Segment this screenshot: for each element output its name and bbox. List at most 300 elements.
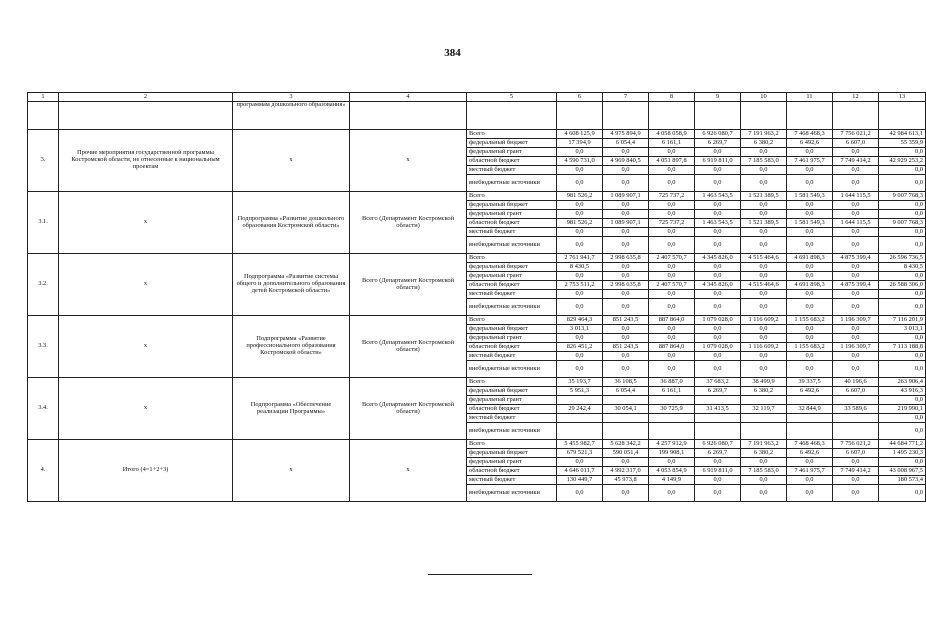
source-label-regional: областной бюджет [467,405,557,414]
value-cell: 17 394,9 [557,139,603,148]
value-cell: 7 461 975,7 [787,467,833,476]
row-number-cell: 3. [28,130,59,192]
value-cell: 4 969 840,5 [603,157,649,166]
value-cell: 6 054,4 [603,139,649,148]
row-name-cell: х [59,192,233,254]
value-cell: 0,0 [833,299,879,316]
value-cell: 4 058 058,9 [649,130,695,139]
value-cell: 0,0 [695,210,741,219]
table-row [28,254,926,263]
value-cell: 180 573,4 [879,476,926,485]
value-cell [557,414,603,423]
value-cell: 1 581 549,3 [787,219,833,228]
value-cell: 32 844,9 [787,405,833,414]
value-cell: 0,0 [879,458,926,467]
value-cell: 0,0 [833,334,879,343]
value-cell: 6 919 811,0 [695,157,741,166]
value-cell: 7 191 963,2 [741,130,787,139]
value-cell: 7 756 021,2 [833,130,879,139]
source-label-federal: федеральный бюджет [467,325,557,334]
value-cell: 0,0 [695,175,741,192]
row-number-cell: 3.1. [28,192,59,254]
value-cell: 263 906,4 [879,378,926,387]
row-program-cell: Подпрограмма «Развитие дошкольного образования Костромской области» [233,192,350,254]
value-cell: 0,0 [649,175,695,192]
value-cell: 0,0 [787,175,833,192]
value-cell: 7 191 963,2 [741,440,787,449]
value-cell: 0,0 [741,485,787,502]
value-cell [741,414,787,423]
row-executor-cell: Всего (Департамент Костромской области) [350,378,467,440]
value-cell: 1 581 549,3 [787,192,833,201]
source-label-grant: федеральный грант [467,396,557,405]
value-cell: 4 149,9 [649,476,695,485]
value-cell: 0,0 [649,325,695,334]
value-cell: 0,0 [879,361,926,378]
value-cell: 0,0 [741,476,787,485]
value-cell: 0,0 [695,263,741,272]
value-cell: 0,0 [603,290,649,299]
value-cell: 33 589,6 [833,405,879,414]
value-cell [649,414,695,423]
column-number-10: 10 [741,93,787,102]
value-cell: 0,0 [557,237,603,254]
value-cell: 0,0 [833,175,879,192]
value-cell: 0,0 [557,166,603,175]
value-cell: 0,0 [649,290,695,299]
value-cell: 6 054,4 [603,387,649,396]
cont-name-cell [59,102,233,130]
source-label-total: Всего [467,378,557,387]
value-cell: 4 608 125,9 [557,130,603,139]
value-cell: 0,0 [787,166,833,175]
value-cell: 6 161,1 [649,139,695,148]
value-cell: 0,0 [695,476,741,485]
value-cell: 8 430,5 [557,263,603,272]
value-cell: 0,0 [741,210,787,219]
value-cell: 3 013,1 [879,325,926,334]
value-cell: 37 683,2 [695,378,741,387]
source-label-offbudget: внебюджетные источники [467,299,557,316]
budget-table [27,92,926,502]
value-cell: 0,0 [603,237,649,254]
value-cell: 8 430,5 [879,263,926,272]
value-cell: 0,0 [833,201,879,210]
value-cell: 7 749 414,2 [833,157,879,166]
value-cell: 130 449,7 [557,476,603,485]
column-number-1: 1 [28,93,59,102]
value-cell: 851 243,5 [603,316,649,325]
value-cell [741,396,787,405]
value-cell: 0,0 [649,361,695,378]
value-cell: 0,0 [833,148,879,157]
value-cell: 4 515 464,6 [741,281,787,290]
cont-program-cell: программам дошкольного образования» [233,102,350,130]
value-cell: 9 007 768,3 [879,219,926,228]
value-cell: 0,0 [603,361,649,378]
source-label-federal: федеральный бюджет [467,449,557,458]
source-label-offbudget: внебюджетные источники [467,361,557,378]
value-cell: 6 607,0 [833,139,879,148]
value-cell: 0,0 [741,166,787,175]
value-cell: 42 984 613,1 [879,130,926,139]
row-name-cell: х [59,316,233,378]
value-cell: 5 628 342,2 [603,440,649,449]
value-cell: 26 588 306,0 [879,281,926,290]
value-cell: 4 590 731,0 [557,157,603,166]
cont-num-cell [28,102,59,130]
value-cell: 0,0 [879,396,926,405]
source-label-local: местный бюджет [467,166,557,175]
value-cell: 7 749 414,2 [833,467,879,476]
value-cell: 0,0 [787,263,833,272]
value-cell: 0,0 [649,352,695,361]
value-cell: 36 108,5 [603,378,649,387]
source-label-grant: федеральный грант [467,148,557,157]
value-cell: 0,0 [603,201,649,210]
value-cell: 1 644 115,5 [833,219,879,228]
source-label-federal: федеральный бюджет [467,263,557,272]
value-cell: 0,0 [695,272,741,281]
value-cell: 2 407 570,7 [649,254,695,263]
value-cell: 0,0 [787,299,833,316]
value-cell: 0,0 [649,201,695,210]
value-cell: 0,0 [833,458,879,467]
value-cell: 0,0 [557,352,603,361]
value-cell: 679 521,3 [557,449,603,458]
cont-source-cell [467,102,557,130]
source-label-total: Всего [467,254,557,263]
value-cell: 0,0 [879,166,926,175]
value-cell: 5 951,3 [557,387,603,396]
value-cell: 0,0 [557,299,603,316]
row-name-cell: Итого (4=1+2+3) [59,440,233,502]
value-cell: 38 499,9 [741,378,787,387]
value-cell: 0,0 [879,210,926,219]
value-cell: 4 051 897,8 [649,157,695,166]
value-cell: 1 116 609,2 [741,316,787,325]
source-label-regional: областной бюджет [467,343,557,352]
value-cell: 6 492,6 [787,387,833,396]
value-cell [787,423,833,440]
value-cell: 0,0 [833,263,879,272]
value-cell: 4 646 011,7 [557,467,603,476]
value-cell: 2 753 511,2 [557,281,603,290]
value-cell: 0,0 [879,228,926,237]
value-cell: 829 464,3 [557,316,603,325]
value-cell [741,423,787,440]
value-cell: 0,0 [787,485,833,502]
value-cell: 31 413,5 [695,405,741,414]
value-cell: 4 345 826,0 [695,281,741,290]
value-cell: 0,0 [649,228,695,237]
value-cell: 0,0 [557,290,603,299]
column-number-8: 8 [649,93,695,102]
value-cell: 26 596 736,5 [879,254,926,263]
value-cell [603,396,649,405]
value-cell: 1 079 028,0 [695,316,741,325]
value-cell: 2 998 635,8 [603,281,649,290]
value-cell: 35 193,7 [557,378,603,387]
value-cell: 851 243,5 [603,343,649,352]
value-cell: 0,0 [649,166,695,175]
value-cell: 199 908,1 [649,449,695,458]
value-cell: 43 008 967,5 [879,467,926,476]
table-row [28,130,926,139]
column-number-2: 2 [59,93,233,102]
value-cell: 7 468 468,3 [787,130,833,139]
value-cell: 0,0 [833,361,879,378]
value-cell: 6 161,1 [649,387,695,396]
value-cell: 0,0 [557,201,603,210]
value-cell: 725 737,2 [649,219,695,228]
value-cell: 0,0 [557,272,603,281]
value-cell: 9 007 768,3 [879,192,926,201]
value-cell: 1 155 683,2 [787,343,833,352]
value-cell: 0,0 [695,228,741,237]
value-cell: 0,0 [879,334,926,343]
value-cell: 0,0 [787,290,833,299]
value-cell: 0,0 [695,325,741,334]
source-label-local: местный бюджет [467,290,557,299]
value-cell: 0,0 [557,361,603,378]
table-row [28,378,926,387]
value-cell: 0,0 [787,272,833,281]
value-cell: 0,0 [833,325,879,334]
value-cell [833,414,879,423]
source-label-total: Всего [467,316,557,325]
value-cell: 1 089 907,1 [603,192,649,201]
value-cell: 887 864,0 [649,316,695,325]
value-cell: 0,0 [695,361,741,378]
value-cell: 0,0 [695,148,741,157]
column-number-5: 5 [467,93,557,102]
value-cell: 0,0 [741,175,787,192]
row-executor-cell: Всего (Департамент Костромской области) [350,192,467,254]
row-name-cell: х [59,254,233,316]
page-number: 384 [444,47,461,59]
value-cell: 6 492,6 [787,139,833,148]
value-cell: 7 116 201,9 [879,316,926,325]
value-cell: 1 196 309,7 [833,316,879,325]
table-row [28,440,926,449]
value-cell: 0,0 [833,290,879,299]
value-cell: 0,0 [741,458,787,467]
source-label-local: местный бюджет [467,414,557,423]
value-cell: 30 054,1 [603,405,649,414]
value-cell: 6 607,0 [833,449,879,458]
value-cell: 0,0 [787,334,833,343]
value-cell: 1 155 683,2 [787,316,833,325]
value-cell: 1 079 028,0 [695,343,741,352]
value-cell: 0,0 [603,272,649,281]
value-cell: 0,0 [741,299,787,316]
value-cell: 0,0 [787,201,833,210]
value-cell: 0,0 [695,458,741,467]
value-cell: 0,0 [787,352,833,361]
value-cell: 4 053 854,9 [649,467,695,476]
value-cell: 6 380,2 [741,387,787,396]
value-cell: 0,0 [649,272,695,281]
row-program-cell: Подпрограмма «Развитие системы общего и дополнительного образования детей Костромской области» [233,254,350,316]
value-cell [649,396,695,405]
value-cell: 0,0 [741,334,787,343]
value-cell: 0,0 [603,263,649,272]
cont-executor-cell [350,102,467,130]
value-cell: 3 013,1 [557,325,603,334]
source-label-regional: областной бюджет [467,281,557,290]
value-cell: 0,0 [741,361,787,378]
value-cell: 7 185 583,0 [741,157,787,166]
table-row [28,316,926,325]
value-cell: 0,0 [649,210,695,219]
value-cell: 4 875 399,4 [833,281,879,290]
value-cell: 0,0 [557,210,603,219]
value-cell: 0,0 [833,237,879,254]
value-cell: 4 875 399,4 [833,254,879,263]
value-cell: 4 975 894,9 [603,130,649,139]
value-cell: 0,0 [787,361,833,378]
value-cell: 1 089 907,1 [603,219,649,228]
value-cell: 0,0 [833,166,879,175]
value-cell: 7 461 975,7 [787,157,833,166]
value-cell: 6 380,2 [741,139,787,148]
value-cell: 0,0 [833,476,879,485]
value-cell: 1 116 609,2 [741,343,787,352]
value-cell: 7 756 021,2 [833,440,879,449]
value-cell: 0,0 [879,414,926,423]
column-number-11: 11 [787,93,833,102]
value-cell: 0,0 [695,201,741,210]
table-body [28,93,926,502]
value-cell: 0,0 [879,299,926,316]
value-cell: 0,0 [741,272,787,281]
column-number-13: 13 [879,93,926,102]
source-label-grant: федеральный грант [467,334,557,343]
value-cell: 0,0 [879,352,926,361]
value-cell: 0,0 [557,485,603,502]
value-cell: 0,0 [695,334,741,343]
value-cell: 45 973,8 [603,476,649,485]
value-cell: 0,0 [557,228,603,237]
source-label-offbudget: внебюджетные источники [467,423,557,440]
value-cell: 0,0 [741,352,787,361]
value-cell: 0,0 [695,237,741,254]
value-cell: 6 919 811,0 [695,467,741,476]
value-cell: 1 521 389,5 [741,192,787,201]
value-cell: 0,0 [879,423,926,440]
value-cell: 0,0 [603,334,649,343]
value-cell: 0,0 [787,228,833,237]
row-program-cell: х [233,130,350,192]
value-cell: 0,0 [879,237,926,254]
value-cell: 7 113 188,8 [879,343,926,352]
source-label-local: местный бюджет [467,228,557,237]
value-cell: 826 451,2 [557,343,603,352]
value-cell: 32 119,7 [741,405,787,414]
value-cell: 6 926 080,7 [695,440,741,449]
row-number-cell: 3.2. [28,254,59,316]
source-label-local: местный бюджет [467,476,557,485]
value-cell [557,396,603,405]
value-cell: 0,0 [833,210,879,219]
value-cell: 0,0 [649,334,695,343]
value-cell: 4 345 826,0 [695,254,741,263]
value-cell: 0,0 [649,263,695,272]
value-cell: 6 380,2 [741,449,787,458]
source-label-regional: областной бюджет [467,467,557,476]
value-cell: 981 526,2 [557,192,603,201]
value-cell: 0,0 [741,148,787,157]
value-cell: 0,0 [741,228,787,237]
value-cell: 30 725,9 [649,405,695,414]
row-program-cell: Подпрограмма «Обеспечение реализации Программы» [233,378,350,440]
value-cell: 0,0 [649,148,695,157]
value-cell: 4 515 464,6 [741,254,787,263]
value-cell: 0,0 [649,299,695,316]
source-label-grant: федеральный грант [467,272,557,281]
source-label-total: Всего [467,130,557,139]
value-cell: 0,0 [649,458,695,467]
value-cell [787,396,833,405]
footer-rule [428,574,532,575]
value-cell: 0,0 [695,290,741,299]
source-label-federal: федеральный бюджет [467,387,557,396]
value-cell: 29 242,4 [557,405,603,414]
row-program-cell: х [233,440,350,502]
row-number-cell: 3.3. [28,316,59,378]
source-label-federal: федеральный бюджет [467,201,557,210]
row-number-cell: 4. [28,440,59,502]
source-label-regional: областной бюджет [467,157,557,166]
value-cell: 0,0 [695,166,741,175]
value-cell: 1 644 115,5 [833,192,879,201]
value-cell: 2 761 941,7 [557,254,603,263]
value-cell: 887 864,0 [649,343,695,352]
value-cell [833,423,879,440]
value-cell: 4 691 898,3 [787,254,833,263]
value-cell: 6 926 080,7 [695,130,741,139]
value-cell: 4 691 898,3 [787,281,833,290]
row-name-cell: Прочие мероприятия государственной программы Костромской области, не отнесенные к национальным проектам [59,130,233,192]
value-cell: 0,0 [603,228,649,237]
value-cell: 6 269,7 [695,387,741,396]
value-cell: 0,0 [879,272,926,281]
source-label-total: Всего [467,440,557,449]
value-cell: 0,0 [695,485,741,502]
value-cell: 0,0 [557,175,603,192]
source-label-offbudget: внебюджетные источники [467,237,557,254]
value-cell [833,396,879,405]
value-cell: 1 463 543,5 [695,192,741,201]
row-executor-cell: Всего (Департамент Костромской области) [350,316,467,378]
value-cell: 55 359,9 [879,139,926,148]
value-cell: 7 185 583,0 [741,467,787,476]
source-label-grant: федеральный грант [467,210,557,219]
value-cell: 0,0 [741,263,787,272]
value-cell [557,423,603,440]
value-cell: 0,0 [879,201,926,210]
row-program-cell: Подпрограмма «Развитие профессионального образования Костромской области» [233,316,350,378]
column-number-7: 7 [603,93,649,102]
column-number-12: 12 [833,93,879,102]
value-cell [787,414,833,423]
continuation-row [28,102,926,130]
value-cell: 2 998 635,8 [603,254,649,263]
value-cell: 0,0 [833,272,879,281]
value-cell: 0,0 [603,299,649,316]
value-cell: 1 521 389,5 [741,219,787,228]
